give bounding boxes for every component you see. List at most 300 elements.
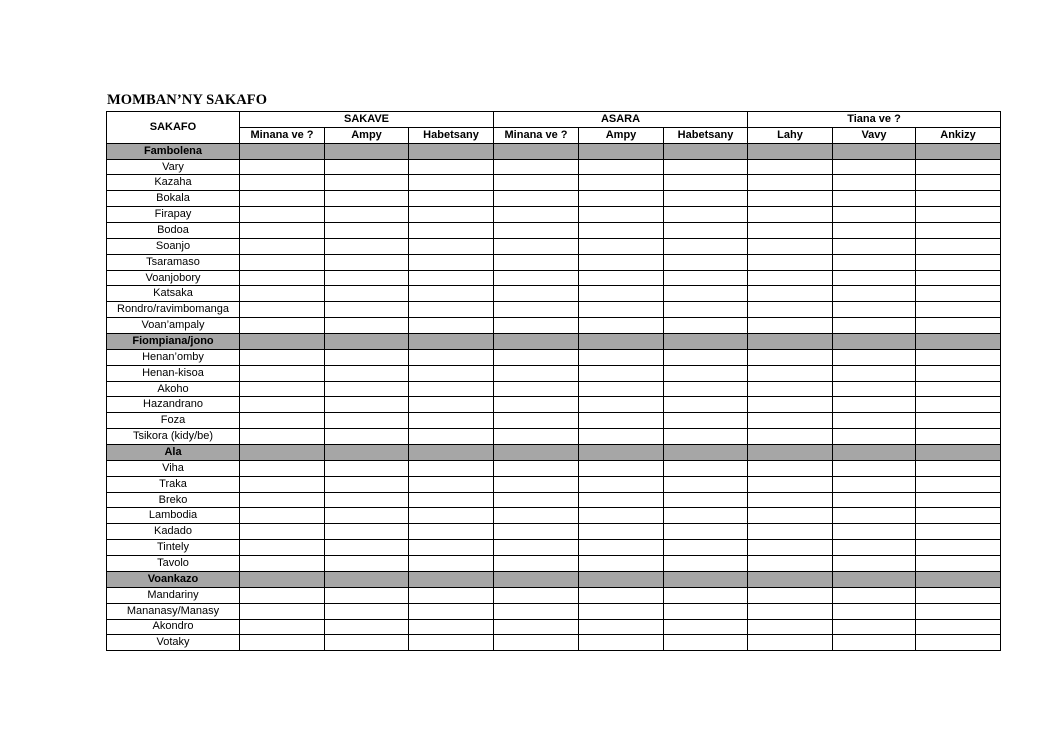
answer-cell[interactable] [664, 159, 748, 175]
answer-cell[interactable] [833, 318, 916, 334]
answer-cell[interactable] [748, 587, 833, 603]
answer-cell[interactable] [494, 429, 579, 445]
answer-cell[interactable] [833, 365, 916, 381]
answer-cell[interactable] [579, 413, 664, 429]
answer-cell[interactable] [579, 302, 664, 318]
answer-cell[interactable] [579, 587, 664, 603]
answer-cell[interactable] [579, 381, 664, 397]
answer-cell[interactable] [409, 413, 494, 429]
answer-cell[interactable] [325, 223, 409, 239]
answer-cell[interactable] [579, 349, 664, 365]
answer-cell[interactable] [916, 603, 1001, 619]
answer-cell[interactable] [833, 508, 916, 524]
answer-cell[interactable] [409, 286, 494, 302]
answer-cell[interactable] [409, 349, 494, 365]
answer-cell[interactable] [664, 556, 748, 572]
food-item-label: Tavolo [107, 556, 240, 572]
answer-cell[interactable] [325, 635, 409, 651]
answer-cell[interactable] [664, 270, 748, 286]
category-fill-cell [833, 571, 916, 587]
answer-cell[interactable] [916, 207, 1001, 223]
answer-cell[interactable] [240, 397, 325, 413]
answer-cell[interactable] [748, 635, 833, 651]
answer-cell[interactable] [916, 524, 1001, 540]
answer-cell[interactable] [833, 603, 916, 619]
answer-cell[interactable] [748, 349, 833, 365]
answer-cell[interactable] [325, 365, 409, 381]
answer-cell[interactable] [664, 587, 748, 603]
answer-cell[interactable] [748, 302, 833, 318]
answer-cell[interactable] [664, 175, 748, 191]
table-row [107, 286, 1001, 302]
answer-cell[interactable] [494, 619, 579, 635]
answer-cell[interactable] [325, 540, 409, 556]
answer-cell[interactable] [240, 349, 325, 365]
answer-cell[interactable] [916, 175, 1001, 191]
answer-cell[interactable] [409, 381, 494, 397]
answer-cell[interactable] [579, 254, 664, 270]
answer-cell[interactable] [325, 254, 409, 270]
answer-cell[interactable] [833, 556, 916, 572]
category-fill-cell [240, 334, 325, 350]
answer-cell[interactable] [240, 603, 325, 619]
answer-cell[interactable] [833, 207, 916, 223]
answer-cell[interactable] [494, 270, 579, 286]
answer-cell[interactable] [325, 429, 409, 445]
answer-cell[interactable] [664, 619, 748, 635]
answer-cell[interactable] [240, 270, 325, 286]
answer-cell[interactable] [325, 191, 409, 207]
answer-cell[interactable] [664, 413, 748, 429]
answer-cell[interactable] [748, 619, 833, 635]
answer-cell[interactable] [409, 476, 494, 492]
answer-cell[interactable] [916, 318, 1001, 334]
answer-cell[interactable] [748, 286, 833, 302]
answer-cell[interactable] [664, 397, 748, 413]
answer-cell[interactable] [833, 460, 916, 476]
answer-cell[interactable] [325, 460, 409, 476]
category-row [107, 334, 1001, 350]
food-item-label: Akondro [107, 619, 240, 635]
answer-cell[interactable] [240, 587, 325, 603]
answer-cell[interactable] [748, 159, 833, 175]
category-fill-cell [409, 334, 494, 350]
subheader-cell: Ankizy [916, 127, 1001, 143]
category-fill-cell [325, 143, 409, 159]
answer-cell[interactable] [833, 635, 916, 651]
answer-cell[interactable] [409, 175, 494, 191]
answer-cell[interactable] [916, 492, 1001, 508]
answer-cell[interactable] [916, 302, 1001, 318]
answer-cell[interactable] [664, 492, 748, 508]
answer-cell[interactable] [325, 286, 409, 302]
answer-cell[interactable] [833, 223, 916, 239]
answer-cell[interactable] [240, 524, 325, 540]
answer-cell[interactable] [494, 556, 579, 572]
answer-cell[interactable] [494, 223, 579, 239]
answer-cell[interactable] [833, 397, 916, 413]
answer-cell[interactable] [916, 238, 1001, 254]
answer-cell[interactable] [916, 587, 1001, 603]
table-row [107, 556, 1001, 572]
group-header-sakave: SAKAVE [240, 112, 494, 128]
answer-cell[interactable] [240, 619, 325, 635]
category-fill-cell [664, 334, 748, 350]
answer-cell[interactable] [748, 476, 833, 492]
answer-cell[interactable] [579, 635, 664, 651]
answer-cell[interactable] [240, 365, 325, 381]
answer-cell[interactable] [325, 508, 409, 524]
answer-cell[interactable] [494, 365, 579, 381]
answer-cell[interactable] [748, 318, 833, 334]
answer-cell[interactable] [325, 556, 409, 572]
answer-cell[interactable] [579, 619, 664, 635]
answer-cell[interactable] [494, 381, 579, 397]
answer-cell[interactable] [664, 381, 748, 397]
answer-cell[interactable] [240, 318, 325, 334]
answer-cell[interactable] [833, 429, 916, 445]
answer-cell[interactable] [833, 302, 916, 318]
answer-cell[interactable] [916, 254, 1001, 270]
answer-cell[interactable] [240, 476, 325, 492]
answer-cell[interactable] [664, 365, 748, 381]
answer-cell[interactable] [916, 270, 1001, 286]
answer-cell[interactable] [409, 254, 494, 270]
category-fill-cell [664, 571, 748, 587]
answer-cell[interactable] [409, 191, 494, 207]
answer-cell[interactable] [748, 460, 833, 476]
answer-cell[interactable] [579, 397, 664, 413]
answer-cell[interactable] [916, 397, 1001, 413]
answer-cell[interactable] [409, 556, 494, 572]
answer-cell[interactable] [664, 207, 748, 223]
answer-cell[interactable] [664, 223, 748, 239]
answer-cell[interactable] [240, 460, 325, 476]
answer-cell[interactable] [240, 254, 325, 270]
table-row [107, 603, 1001, 619]
answer-cell[interactable] [409, 270, 494, 286]
answer-cell[interactable] [916, 413, 1001, 429]
answer-cell[interactable] [325, 413, 409, 429]
answer-cell[interactable] [325, 175, 409, 191]
answer-cell[interactable] [494, 603, 579, 619]
answer-cell[interactable] [748, 508, 833, 524]
answer-cell[interactable] [494, 492, 579, 508]
answer-cell[interactable] [833, 254, 916, 270]
category-fill-cell [833, 445, 916, 461]
answer-cell[interactable] [579, 223, 664, 239]
table-row [107, 238, 1001, 254]
answer-cell[interactable] [748, 603, 833, 619]
answer-cell[interactable] [240, 175, 325, 191]
answer-cell[interactable] [916, 556, 1001, 572]
answer-cell[interactable] [748, 238, 833, 254]
answer-cell[interactable] [579, 159, 664, 175]
category-fill-cell [494, 334, 579, 350]
answer-cell[interactable] [494, 540, 579, 556]
answer-cell[interactable] [664, 286, 748, 302]
answer-cell[interactable] [494, 413, 579, 429]
answer-cell[interactable] [325, 524, 409, 540]
answer-cell[interactable] [494, 318, 579, 334]
category-label: Fambolena [107, 143, 240, 159]
answer-cell[interactable] [664, 191, 748, 207]
answer-cell[interactable] [409, 365, 494, 381]
answer-cell[interactable] [916, 191, 1001, 207]
answer-cell[interactable] [494, 286, 579, 302]
answer-cell[interactable] [409, 540, 494, 556]
answer-cell[interactable] [579, 238, 664, 254]
answer-cell[interactable] [240, 508, 325, 524]
answer-cell[interactable] [916, 540, 1001, 556]
answer-cell[interactable] [579, 460, 664, 476]
answer-cell[interactable] [748, 270, 833, 286]
answer-cell[interactable] [833, 159, 916, 175]
answer-cell[interactable] [325, 270, 409, 286]
answer-cell[interactable] [579, 365, 664, 381]
answer-cell[interactable] [240, 207, 325, 223]
table-row [107, 365, 1001, 381]
answer-cell[interactable] [325, 349, 409, 365]
subheader-cell: Habetsany [664, 127, 748, 143]
answer-cell[interactable] [748, 254, 833, 270]
answer-cell[interactable] [409, 318, 494, 334]
category-label: Voankazo [107, 571, 240, 587]
answer-cell[interactable] [664, 349, 748, 365]
answer-cell[interactable] [409, 587, 494, 603]
answer-cell[interactable] [664, 238, 748, 254]
answer-cell[interactable] [833, 381, 916, 397]
answer-cell[interactable] [325, 619, 409, 635]
food-item-label: Kadado [107, 524, 240, 540]
answer-cell[interactable] [833, 524, 916, 540]
answer-cell[interactable] [325, 381, 409, 397]
table-row [107, 397, 1001, 413]
answer-cell[interactable] [494, 302, 579, 318]
answer-cell[interactable] [240, 413, 325, 429]
answer-cell[interactable] [833, 286, 916, 302]
answer-cell[interactable] [748, 223, 833, 239]
answer-cell[interactable] [494, 207, 579, 223]
answer-cell[interactable] [409, 223, 494, 239]
answer-cell[interactable] [325, 159, 409, 175]
answer-cell[interactable] [664, 540, 748, 556]
table-row [107, 524, 1001, 540]
answer-cell[interactable] [748, 413, 833, 429]
category-fill-cell [916, 445, 1001, 461]
answer-cell[interactable] [579, 207, 664, 223]
category-fill-cell [494, 445, 579, 461]
answer-cell[interactable] [409, 460, 494, 476]
answer-cell[interactable] [494, 254, 579, 270]
answer-cell[interactable] [664, 476, 748, 492]
table-row [107, 508, 1001, 524]
answer-cell[interactable] [664, 508, 748, 524]
answer-cell[interactable] [748, 191, 833, 207]
table-row [107, 349, 1001, 365]
answer-cell[interactable] [325, 397, 409, 413]
answer-cell[interactable] [748, 524, 833, 540]
answer-cell[interactable] [833, 492, 916, 508]
answer-cell[interactable] [833, 191, 916, 207]
food-item-label: Firapay [107, 207, 240, 223]
answer-cell[interactable] [916, 381, 1001, 397]
answer-cell[interactable] [833, 238, 916, 254]
answer-cell[interactable] [579, 508, 664, 524]
answer-cell[interactable] [579, 318, 664, 334]
answer-cell[interactable] [240, 429, 325, 445]
answer-cell[interactable] [664, 254, 748, 270]
answer-cell[interactable] [494, 460, 579, 476]
answer-cell[interactable] [325, 238, 409, 254]
category-fill-cell [664, 143, 748, 159]
food-item-label: Hazandrano [107, 397, 240, 413]
answer-cell[interactable] [748, 540, 833, 556]
answer-cell[interactable] [240, 635, 325, 651]
answer-cell[interactable] [916, 159, 1001, 175]
answer-cell[interactable] [409, 429, 494, 445]
answer-cell[interactable] [409, 159, 494, 175]
answer-cell[interactable] [748, 365, 833, 381]
answer-cell[interactable] [494, 175, 579, 191]
answer-cell[interactable] [579, 476, 664, 492]
answer-cell[interactable] [579, 603, 664, 619]
food-item-label: Lambodia [107, 508, 240, 524]
answer-cell[interactable] [240, 381, 325, 397]
answer-cell[interactable] [325, 207, 409, 223]
food-survey-table [106, 111, 1001, 651]
answer-cell[interactable] [240, 191, 325, 207]
answer-cell[interactable] [664, 429, 748, 445]
answer-cell[interactable] [833, 476, 916, 492]
answer-cell[interactable] [579, 175, 664, 191]
answer-cell[interactable] [240, 159, 325, 175]
answer-cell[interactable] [664, 318, 748, 334]
answer-cell[interactable] [409, 397, 494, 413]
answer-cell[interactable] [916, 635, 1001, 651]
answer-cell[interactable] [833, 349, 916, 365]
answer-cell[interactable] [494, 349, 579, 365]
category-fill-cell [325, 334, 409, 350]
answer-cell[interactable] [325, 587, 409, 603]
answer-cell[interactable] [916, 365, 1001, 381]
table-row [107, 429, 1001, 445]
answer-cell[interactable] [409, 492, 494, 508]
answer-cell[interactable] [916, 460, 1001, 476]
category-fill-cell [748, 445, 833, 461]
answer-cell[interactable] [748, 556, 833, 572]
answer-cell[interactable] [409, 207, 494, 223]
answer-cell[interactable] [664, 460, 748, 476]
category-row [107, 143, 1001, 159]
food-item-label: Tsaramaso [107, 254, 240, 270]
answer-cell[interactable] [664, 524, 748, 540]
answer-cell[interactable] [409, 619, 494, 635]
answer-cell[interactable] [409, 238, 494, 254]
answer-cell[interactable] [579, 556, 664, 572]
answer-cell[interactable] [325, 476, 409, 492]
answer-cell[interactable] [833, 413, 916, 429]
answer-cell[interactable] [916, 476, 1001, 492]
answer-cell[interactable] [916, 286, 1001, 302]
answer-cell[interactable] [494, 238, 579, 254]
answer-cell[interactable] [833, 619, 916, 635]
answer-cell[interactable] [579, 286, 664, 302]
answer-cell[interactable] [240, 540, 325, 556]
answer-cell[interactable] [494, 191, 579, 207]
answer-cell[interactable] [240, 492, 325, 508]
answer-cell[interactable] [579, 524, 664, 540]
answer-cell[interactable] [240, 223, 325, 239]
answer-cell[interactable] [748, 381, 833, 397]
answer-cell[interactable] [833, 587, 916, 603]
answer-cell[interactable] [409, 524, 494, 540]
food-item-label: Bokala [107, 191, 240, 207]
food-item-label: Voan’ampaly [107, 318, 240, 334]
table-row [107, 223, 1001, 239]
answer-cell[interactable] [494, 159, 579, 175]
category-fill-cell [325, 445, 409, 461]
answer-cell[interactable] [579, 492, 664, 508]
answer-cell[interactable] [748, 429, 833, 445]
answer-cell[interactable] [579, 191, 664, 207]
answer-cell[interactable] [325, 492, 409, 508]
answer-cell[interactable] [409, 508, 494, 524]
answer-cell[interactable] [748, 492, 833, 508]
answer-cell[interactable] [833, 540, 916, 556]
answer-cell[interactable] [833, 175, 916, 191]
answer-cell[interactable] [494, 476, 579, 492]
table-row [107, 476, 1001, 492]
table-row [107, 302, 1001, 318]
answer-cell[interactable] [664, 302, 748, 318]
answer-cell[interactable] [409, 635, 494, 651]
food-item-label: Bodoa [107, 223, 240, 239]
answer-cell[interactable] [494, 508, 579, 524]
answer-cell[interactable] [579, 429, 664, 445]
table-row [107, 318, 1001, 334]
answer-cell[interactable] [916, 429, 1001, 445]
category-fill-cell [833, 334, 916, 350]
answer-cell[interactable] [240, 238, 325, 254]
answer-cell[interactable] [579, 540, 664, 556]
answer-cell[interactable] [240, 286, 325, 302]
answer-cell[interactable] [916, 349, 1001, 365]
answer-cell[interactable] [240, 556, 325, 572]
answer-cell[interactable] [325, 603, 409, 619]
answer-cell[interactable] [579, 270, 664, 286]
answer-cell[interactable] [916, 508, 1001, 524]
answer-cell[interactable] [325, 318, 409, 334]
table-row [107, 413, 1001, 429]
answer-cell[interactable] [664, 635, 748, 651]
answer-cell[interactable] [240, 302, 325, 318]
answer-cell[interactable] [748, 397, 833, 413]
answer-cell[interactable] [494, 524, 579, 540]
answer-cell[interactable] [916, 223, 1001, 239]
answer-cell[interactable] [409, 603, 494, 619]
answer-cell[interactable] [494, 397, 579, 413]
answer-cell[interactable] [664, 603, 748, 619]
answer-cell[interactable] [494, 587, 579, 603]
answer-cell[interactable] [748, 175, 833, 191]
answer-cell[interactable] [325, 302, 409, 318]
answer-cell[interactable] [409, 302, 494, 318]
answer-cell[interactable] [748, 207, 833, 223]
answer-cell[interactable] [494, 635, 579, 651]
answer-cell[interactable] [833, 270, 916, 286]
answer-cell[interactable] [916, 619, 1001, 635]
